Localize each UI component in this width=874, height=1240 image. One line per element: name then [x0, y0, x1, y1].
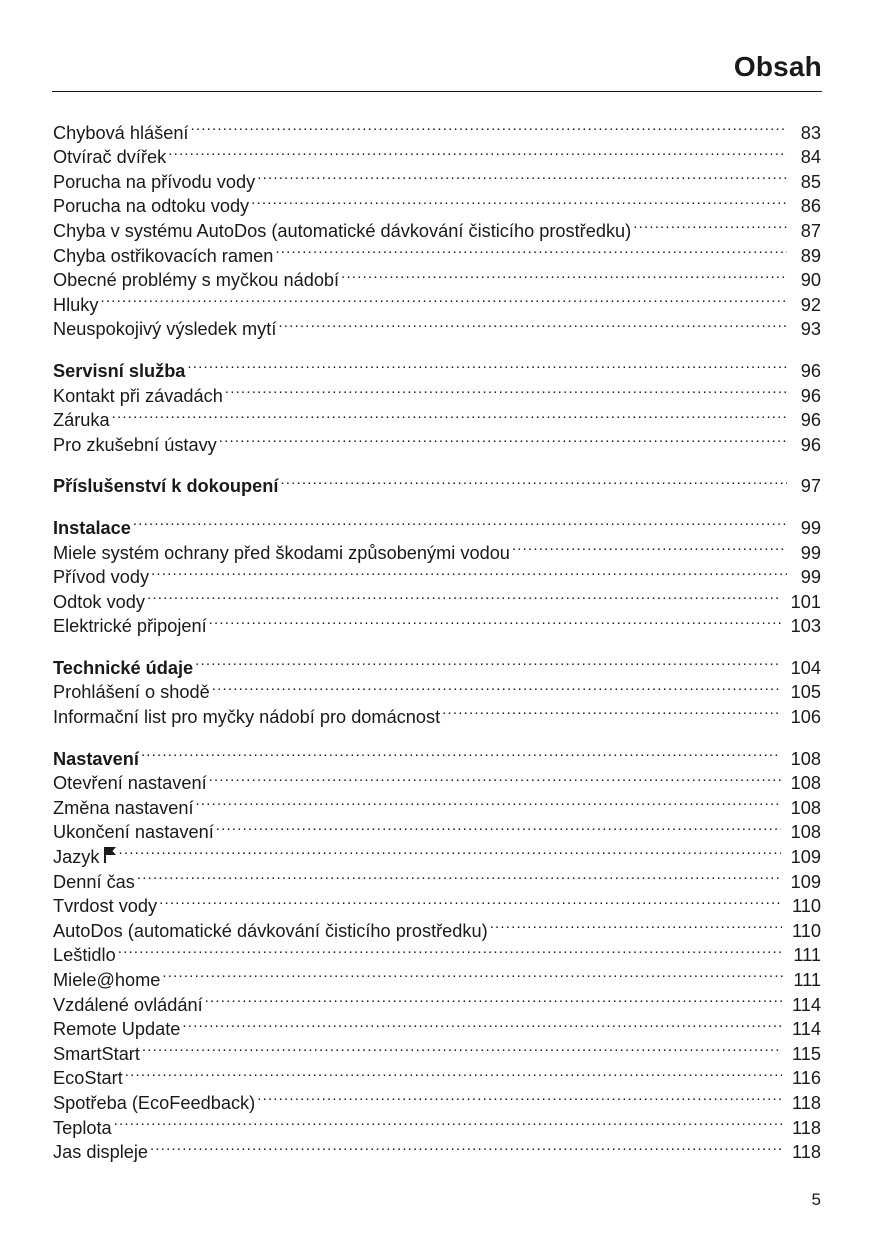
toc-section — [53, 352, 821, 455]
dot-leader — [257, 1084, 782, 1109]
toc-entry-page: 118 — [792, 1117, 821, 1138]
toc-entry-text: Změna nastavení — [53, 797, 194, 818]
toc-entry-label — [53, 474, 280, 499]
dot-leader — [114, 1109, 782, 1134]
dot-leader — [150, 1134, 782, 1159]
toc-entry-page: 92 — [800, 294, 821, 315]
toc-section — [53, 509, 821, 637]
toc-entry[interactable] — [53, 1109, 821, 1138]
toc-entry-text: Chyba ostřikovacích ramen — [53, 245, 274, 266]
toc-entry-text: Nastavení — [53, 748, 139, 769]
toc-entry-page: 104 — [790, 657, 821, 678]
dot-leader — [257, 163, 787, 188]
toc-entry-page: 110 — [792, 896, 821, 917]
toc-entry-label — [53, 433, 219, 458]
toc-section — [53, 114, 821, 340]
toc-entry-page: 106 — [790, 707, 821, 728]
toc-entry[interactable] — [53, 286, 821, 315]
toc-entry-text: Miele systém ochrany před škodami způsobenými vodou — [53, 542, 510, 563]
toc-entry-text: Spotřeba (EcoFeedback) — [53, 1092, 256, 1113]
toc-entry[interactable] — [53, 863, 821, 892]
toc-entry-text: Prohlášení o shodě — [53, 682, 210, 703]
dot-leader — [125, 1060, 782, 1085]
toc-entry[interactable] — [53, 1060, 821, 1089]
toc-entry-label — [53, 145, 168, 170]
toc-entry-page: 83 — [800, 122, 821, 143]
dot-leader — [141, 740, 781, 765]
toc-heading-entry[interactable] — [53, 468, 821, 497]
toc-entry-page: 118 — [792, 1092, 821, 1113]
toc-entry-text: Vzdálené ovládání — [53, 994, 203, 1015]
dot-leader — [142, 1035, 782, 1060]
dot-leader — [209, 765, 781, 790]
toc-entry-text: Porucha na odtoku vody — [53, 196, 250, 217]
toc-entry-page: 109 — [790, 847, 821, 868]
dot-leader — [118, 937, 784, 962]
dot-leader — [341, 262, 787, 287]
page-title: Obsah — [733, 51, 822, 82]
toc-entry[interactable] — [53, 114, 821, 143]
toc-entry-text: Ukončení nastavení — [53, 822, 214, 843]
toc-entry-label — [53, 170, 257, 195]
toc-entry-text: Technické údaje — [53, 657, 194, 678]
dot-leader — [151, 559, 787, 584]
toc-entry-page: 96 — [800, 410, 821, 431]
toc-entry-page: 101 — [790, 591, 821, 612]
toc-heading-entry[interactable] — [53, 509, 821, 538]
toc-entry-page: 84 — [800, 147, 821, 168]
toc-entry-page: 85 — [800, 171, 821, 192]
toc-entry-label — [53, 408, 112, 433]
toc-entry[interactable] — [53, 583, 821, 612]
toc-entry-page: 109 — [790, 871, 821, 892]
toc-entry-label — [53, 1066, 125, 1091]
toc-entry-text: Odtok vody — [53, 591, 145, 612]
dot-leader — [280, 468, 787, 493]
toc-entry-text: Remote Update — [53, 1019, 181, 1040]
toc-entry-text: Informační list pro myčky nádobí pro domácnost — [53, 707, 441, 728]
dot-leader — [196, 789, 781, 814]
dot-leader — [275, 237, 787, 262]
toc-entry-page: 96 — [800, 385, 821, 406]
toc-entry-page: 114 — [792, 1019, 821, 1040]
toc-entry[interactable] — [53, 961, 821, 990]
toc-entry-text: Chyba v systému AutoDos (automatické dávkování čisticího prostředku) — [53, 220, 632, 241]
toc-entry-label — [53, 705, 442, 730]
toc-entry-page: 103 — [790, 616, 821, 637]
toc-entry-label — [53, 359, 187, 384]
toc-entry-page: 108 — [790, 748, 821, 769]
toc-entry-page: 93 — [800, 319, 821, 340]
toc-entry-text: EcoStart — [53, 1068, 123, 1089]
toc-entry-text: Kontakt při závadách — [53, 385, 223, 406]
toc-entry-page: 116 — [792, 1068, 821, 1089]
page-number: 5 — [811, 1190, 821, 1209]
table-of-contents — [53, 114, 821, 1175]
toc-entry-page: 89 — [800, 245, 821, 266]
dot-leader — [182, 1011, 782, 1036]
toc-entry-label — [53, 656, 195, 681]
dot-leader — [190, 114, 787, 139]
dot-leader — [137, 863, 781, 888]
toc-entry-page: 86 — [800, 196, 821, 217]
dot-leader — [512, 534, 787, 559]
dot-leader — [119, 838, 781, 863]
toc-entry-label — [53, 771, 209, 796]
toc-entry-page: 97 — [800, 476, 821, 497]
toc-entry-page: 111 — [793, 945, 821, 966]
dot-leader — [209, 608, 781, 633]
toc-entry[interactable] — [53, 1134, 821, 1163]
toc-entry-page: 105 — [790, 682, 821, 703]
toc-entry-text: Leštidlo — [53, 945, 116, 966]
dot-leader — [195, 649, 780, 674]
dot-leader — [633, 212, 787, 237]
toc-entry-label — [53, 680, 212, 705]
toc-entry-label — [53, 968, 162, 993]
toc-entry-text: Záruka — [53, 410, 110, 431]
toc-entry-label — [53, 747, 141, 772]
toc-entry[interactable] — [53, 1084, 821, 1113]
toc-entry[interactable] — [53, 534, 821, 563]
dot-leader — [219, 426, 787, 451]
toc-entry[interactable] — [53, 426, 821, 455]
toc-entry[interactable] — [53, 912, 821, 941]
toc-entry-page: 108 — [790, 773, 821, 794]
toc-entry-text: Instalace — [53, 517, 131, 538]
toc-entry-label — [53, 1140, 150, 1165]
flag-icon — [103, 845, 117, 870]
toc-entry-text: Přívod vody — [53, 567, 150, 588]
toc-entry-label — [53, 293, 100, 318]
toc-entry-label — [53, 317, 278, 342]
dot-leader — [168, 139, 787, 164]
toc-entry-text: Porucha na přívodu vody — [53, 171, 256, 192]
dot-leader — [162, 961, 783, 986]
dot-leader — [147, 583, 781, 608]
toc-entry[interactable] — [53, 838, 821, 868]
toc-entry-text: Miele@home — [53, 970, 161, 990]
toc-entry[interactable] — [53, 402, 821, 431]
toc-entry-page: 108 — [790, 797, 821, 818]
toc-entry[interactable] — [53, 937, 821, 966]
toc-entry-text: Tvrdost vody — [53, 896, 158, 917]
title-divider — [52, 91, 822, 92]
toc-entry-page: 99 — [800, 542, 821, 563]
dot-leader — [205, 986, 782, 1011]
toc-section — [53, 649, 821, 728]
toc-entry-text: Jazyk — [53, 847, 100, 868]
toc-entry[interactable] — [53, 986, 821, 1015]
toc-entry-text: Servisní služba — [53, 360, 186, 381]
toc-entry-page: 87 — [800, 220, 821, 241]
toc-entry-label — [53, 516, 133, 541]
toc-entry[interactable] — [53, 765, 821, 794]
dot-leader — [100, 286, 787, 311]
toc-entry-page: 118 — [792, 1142, 821, 1163]
toc-entry[interactable] — [53, 559, 821, 588]
toc-entry-label — [53, 870, 137, 895]
toc-entry-label — [53, 894, 159, 919]
toc-heading-entry[interactable] — [53, 649, 821, 678]
toc-entry-text: Elektrické připojení — [53, 616, 207, 637]
toc-entry-page: 115 — [792, 1043, 821, 1064]
toc-entry-text: Otvírač dvířek — [53, 147, 167, 168]
toc-entry-page: 99 — [800, 517, 821, 538]
dot-leader — [225, 377, 787, 402]
toc-entry[interactable] — [53, 888, 821, 917]
toc-entry[interactable] — [53, 608, 821, 637]
toc-entry-text: Jas displeje — [53, 1142, 149, 1163]
toc-entry-label — [53, 244, 275, 269]
toc-entry-page: 96 — [800, 360, 821, 381]
toc-entry-label — [53, 845, 119, 870]
toc-heading-entry[interactable] — [53, 740, 821, 769]
dot-leader — [442, 698, 780, 723]
dot-leader — [159, 888, 782, 913]
toc-entry-text: Pro zkušební ústavy — [53, 434, 217, 455]
dot-leader — [490, 912, 782, 937]
toc-entry-text: Příslušenství k dokoupení — [53, 476, 279, 497]
toc-entry-label — [53, 614, 209, 639]
toc-entry-label — [53, 590, 147, 615]
toc-entry-page: 110 — [792, 920, 821, 941]
toc-entry-label — [53, 1116, 114, 1141]
toc-section — [53, 740, 821, 1163]
toc-entry-text: Obecné problémy s myčkou nádobí — [53, 270, 340, 291]
toc-entry[interactable] — [53, 311, 821, 340]
toc-entry-page: 90 — [800, 270, 821, 291]
toc-entry-label — [53, 796, 196, 821]
toc-entry-text: Otevření nastavení — [53, 773, 207, 794]
dot-leader — [133, 509, 787, 534]
toc-entry-label — [53, 194, 251, 219]
toc-entry[interactable] — [53, 139, 821, 168]
toc-entry-text: Neuspokojivý výsledek mytí — [53, 319, 277, 340]
toc-heading-entry[interactable] — [53, 352, 821, 381]
toc-entry-page: 99 — [800, 567, 821, 588]
dot-leader — [251, 188, 787, 213]
toc-entry-page: 96 — [800, 434, 821, 455]
toc-entry-label — [53, 565, 151, 590]
toc-entry-text: AutoDos (automatické dávkování čisticího prostředku) — [53, 920, 488, 941]
dot-leader — [212, 674, 781, 699]
toc-entry-text: SmartStart — [53, 1043, 140, 1064]
toc-entry-text: Chybová hlášení — [53, 122, 189, 143]
toc-entry-text: Teplota — [53, 1117, 112, 1138]
dot-leader — [112, 402, 787, 427]
toc-entry-text: Hluky — [53, 294, 99, 315]
toc-entry[interactable] — [53, 1035, 821, 1064]
dot-leader — [216, 814, 781, 839]
toc-entry-page: 111 — [793, 970, 821, 990]
toc-entry-text: Denní čas — [53, 871, 135, 892]
toc-entry-page: 114 — [792, 994, 821, 1015]
toc-entry-page: 108 — [790, 822, 821, 843]
dot-leader — [187, 352, 787, 377]
dot-leader — [278, 311, 787, 336]
toc-entry-label — [53, 943, 118, 968]
toc-section — [53, 468, 821, 497]
